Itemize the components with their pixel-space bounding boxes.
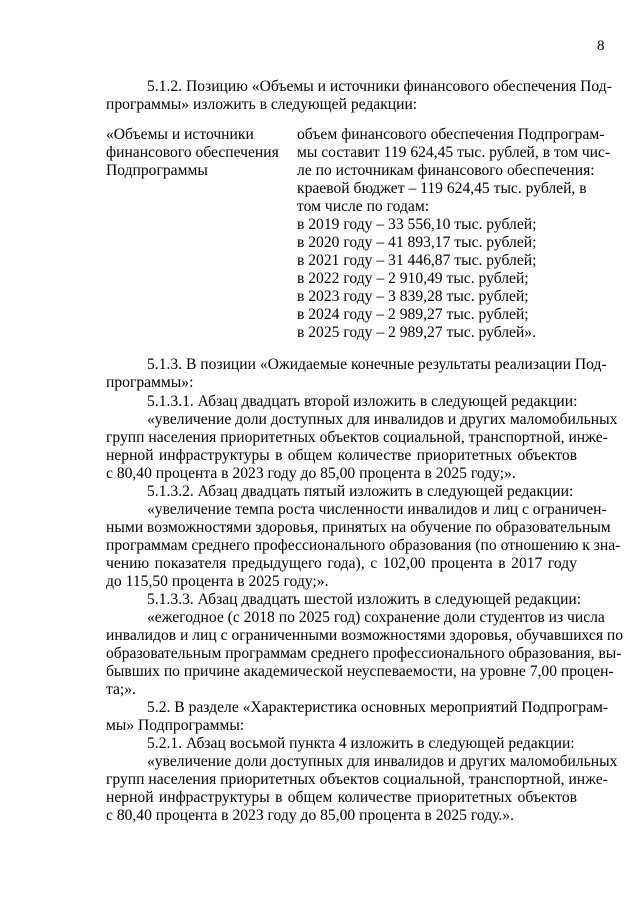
paragraph-line: 5.1.3. В позиции «Ожидаемые конечные результаты реализации Под- bbox=[147, 356, 607, 373]
table-right-line: в 2021 году – 31 446,87 тыс. рублей; bbox=[297, 252, 537, 269]
paragraph-line: нерной инфраструктуры в общем количестве приоритетных объектов bbox=[106, 447, 577, 464]
paragraph-line: «ежегодное (с 2018 по 2025 год) сохранение доли студентов из числа bbox=[147, 609, 605, 626]
table-right-line: в 2024 году – 2 989,27 тыс. рублей; bbox=[297, 306, 529, 323]
paragraph-line: 5.2. В разделе «Характеристика основных мероприятий Подпрограм- bbox=[147, 699, 609, 716]
paragraph-line: программы» изложить в следующей редакции: bbox=[106, 96, 418, 113]
paragraph-line: групп населения приоритетных объектов социальной, транспортной, инже- bbox=[106, 429, 608, 446]
paragraph-line: та;». bbox=[106, 681, 136, 698]
paragraph-line: групп населения приоритетных объектов социальной, транспортной, инже- bbox=[106, 771, 608, 788]
table-right-line: краевой бюджет – 119 624,45 тыс. рублей, в bbox=[297, 180, 587, 197]
paragraph-line: до 115,50 процента в 2025 году;». bbox=[106, 573, 329, 590]
paragraph-line: с 80,40 процента в 2023 году до 85,00 процента в 2025 году;». bbox=[106, 465, 516, 482]
paragraph-line: программам среднего профессионального образования (по отношению к зна- bbox=[106, 537, 621, 554]
table-right-line: в 2019 году – 33 556,10 тыс. рублей; bbox=[297, 216, 537, 233]
paragraph-line: 5.2.1. Абзац восьмой пункта 4 изложить в следующей редакции: bbox=[147, 735, 575, 752]
table-right-line: в 2023 году – 3 839,28 тыс. рублей; bbox=[297, 288, 529, 305]
paragraph-line: образовательным программам среднего профессионального образования, вы- bbox=[106, 645, 622, 662]
paragraph-line: 5.1.3.1. Абзац двадцать второй изложить в следующей редакции: bbox=[147, 393, 578, 410]
paragraph-line: 5.1.3.3. Абзац двадцать шестой изложить в следующей редакции: bbox=[147, 591, 582, 608]
paragraph-line: 5.1.3.2. Абзац двадцать пятый изложить в следующей редакции: bbox=[147, 483, 574, 500]
table-right-line: мы составит 119 624,45 тыс. рублей, в том чис- bbox=[297, 144, 611, 161]
paragraph-line: нерной инфраструктуры в общем количестве приоритетных объектов bbox=[106, 789, 577, 806]
page-number: 8 bbox=[597, 38, 605, 54]
paragraph-line: ными возможностями здоровья, принятых на обучение по образовательным bbox=[106, 519, 611, 536]
paragraph-line: «увеличение темпа роста численности инвалидов и лиц с ограничен- bbox=[147, 501, 607, 518]
paragraph-line: бывших по причине академической неуспеваемости, на уровне 7,00 процен- bbox=[106, 663, 614, 680]
paragraph-line: с 80,40 процента в 2023 году до 85,00 процента в 2025 году.». bbox=[106, 807, 514, 824]
table-left-line: Подпрограммы bbox=[106, 162, 208, 179]
table-right-line: в 2025 году – 2 989,27 тыс. рублей». bbox=[297, 324, 536, 341]
table-left-line: финансового обеспечения bbox=[106, 144, 279, 161]
paragraph-line: чению показателя предыдущего года), с 102,00 процента в 2017 году bbox=[106, 555, 577, 572]
table-right-line: в 2020 году – 41 893,17 тыс. рублей; bbox=[297, 234, 537, 251]
paragraph-line: мы» Подпрограммы: bbox=[106, 717, 245, 734]
paragraph-line: программы»: bbox=[106, 374, 194, 391]
table-right-line: ле по источникам финансового обеспечения: bbox=[297, 162, 595, 179]
paragraph-line: 5.1.2. Позицию «Объемы и источники финансового обеспечения Под- bbox=[147, 78, 612, 95]
table-left-line: «Объемы и источники bbox=[106, 126, 254, 143]
table-right-line: том числе по годам: bbox=[297, 198, 430, 215]
table-right-line: в 2022 году – 2 910,49 тыс. рублей; bbox=[297, 270, 529, 287]
paragraph-line: «увеличение доли доступных для инвалидов и других маломобильных bbox=[147, 753, 618, 770]
paragraph-line: «увеличение доли доступных для инвалидов и других маломобильных bbox=[147, 411, 618, 428]
paragraph-line: инвалидов и лиц с ограниченными возможностями здоровья, обучавшихся по bbox=[106, 627, 624, 644]
table-right-line: объем финансового обеспечения Подпрограм- bbox=[297, 126, 605, 143]
